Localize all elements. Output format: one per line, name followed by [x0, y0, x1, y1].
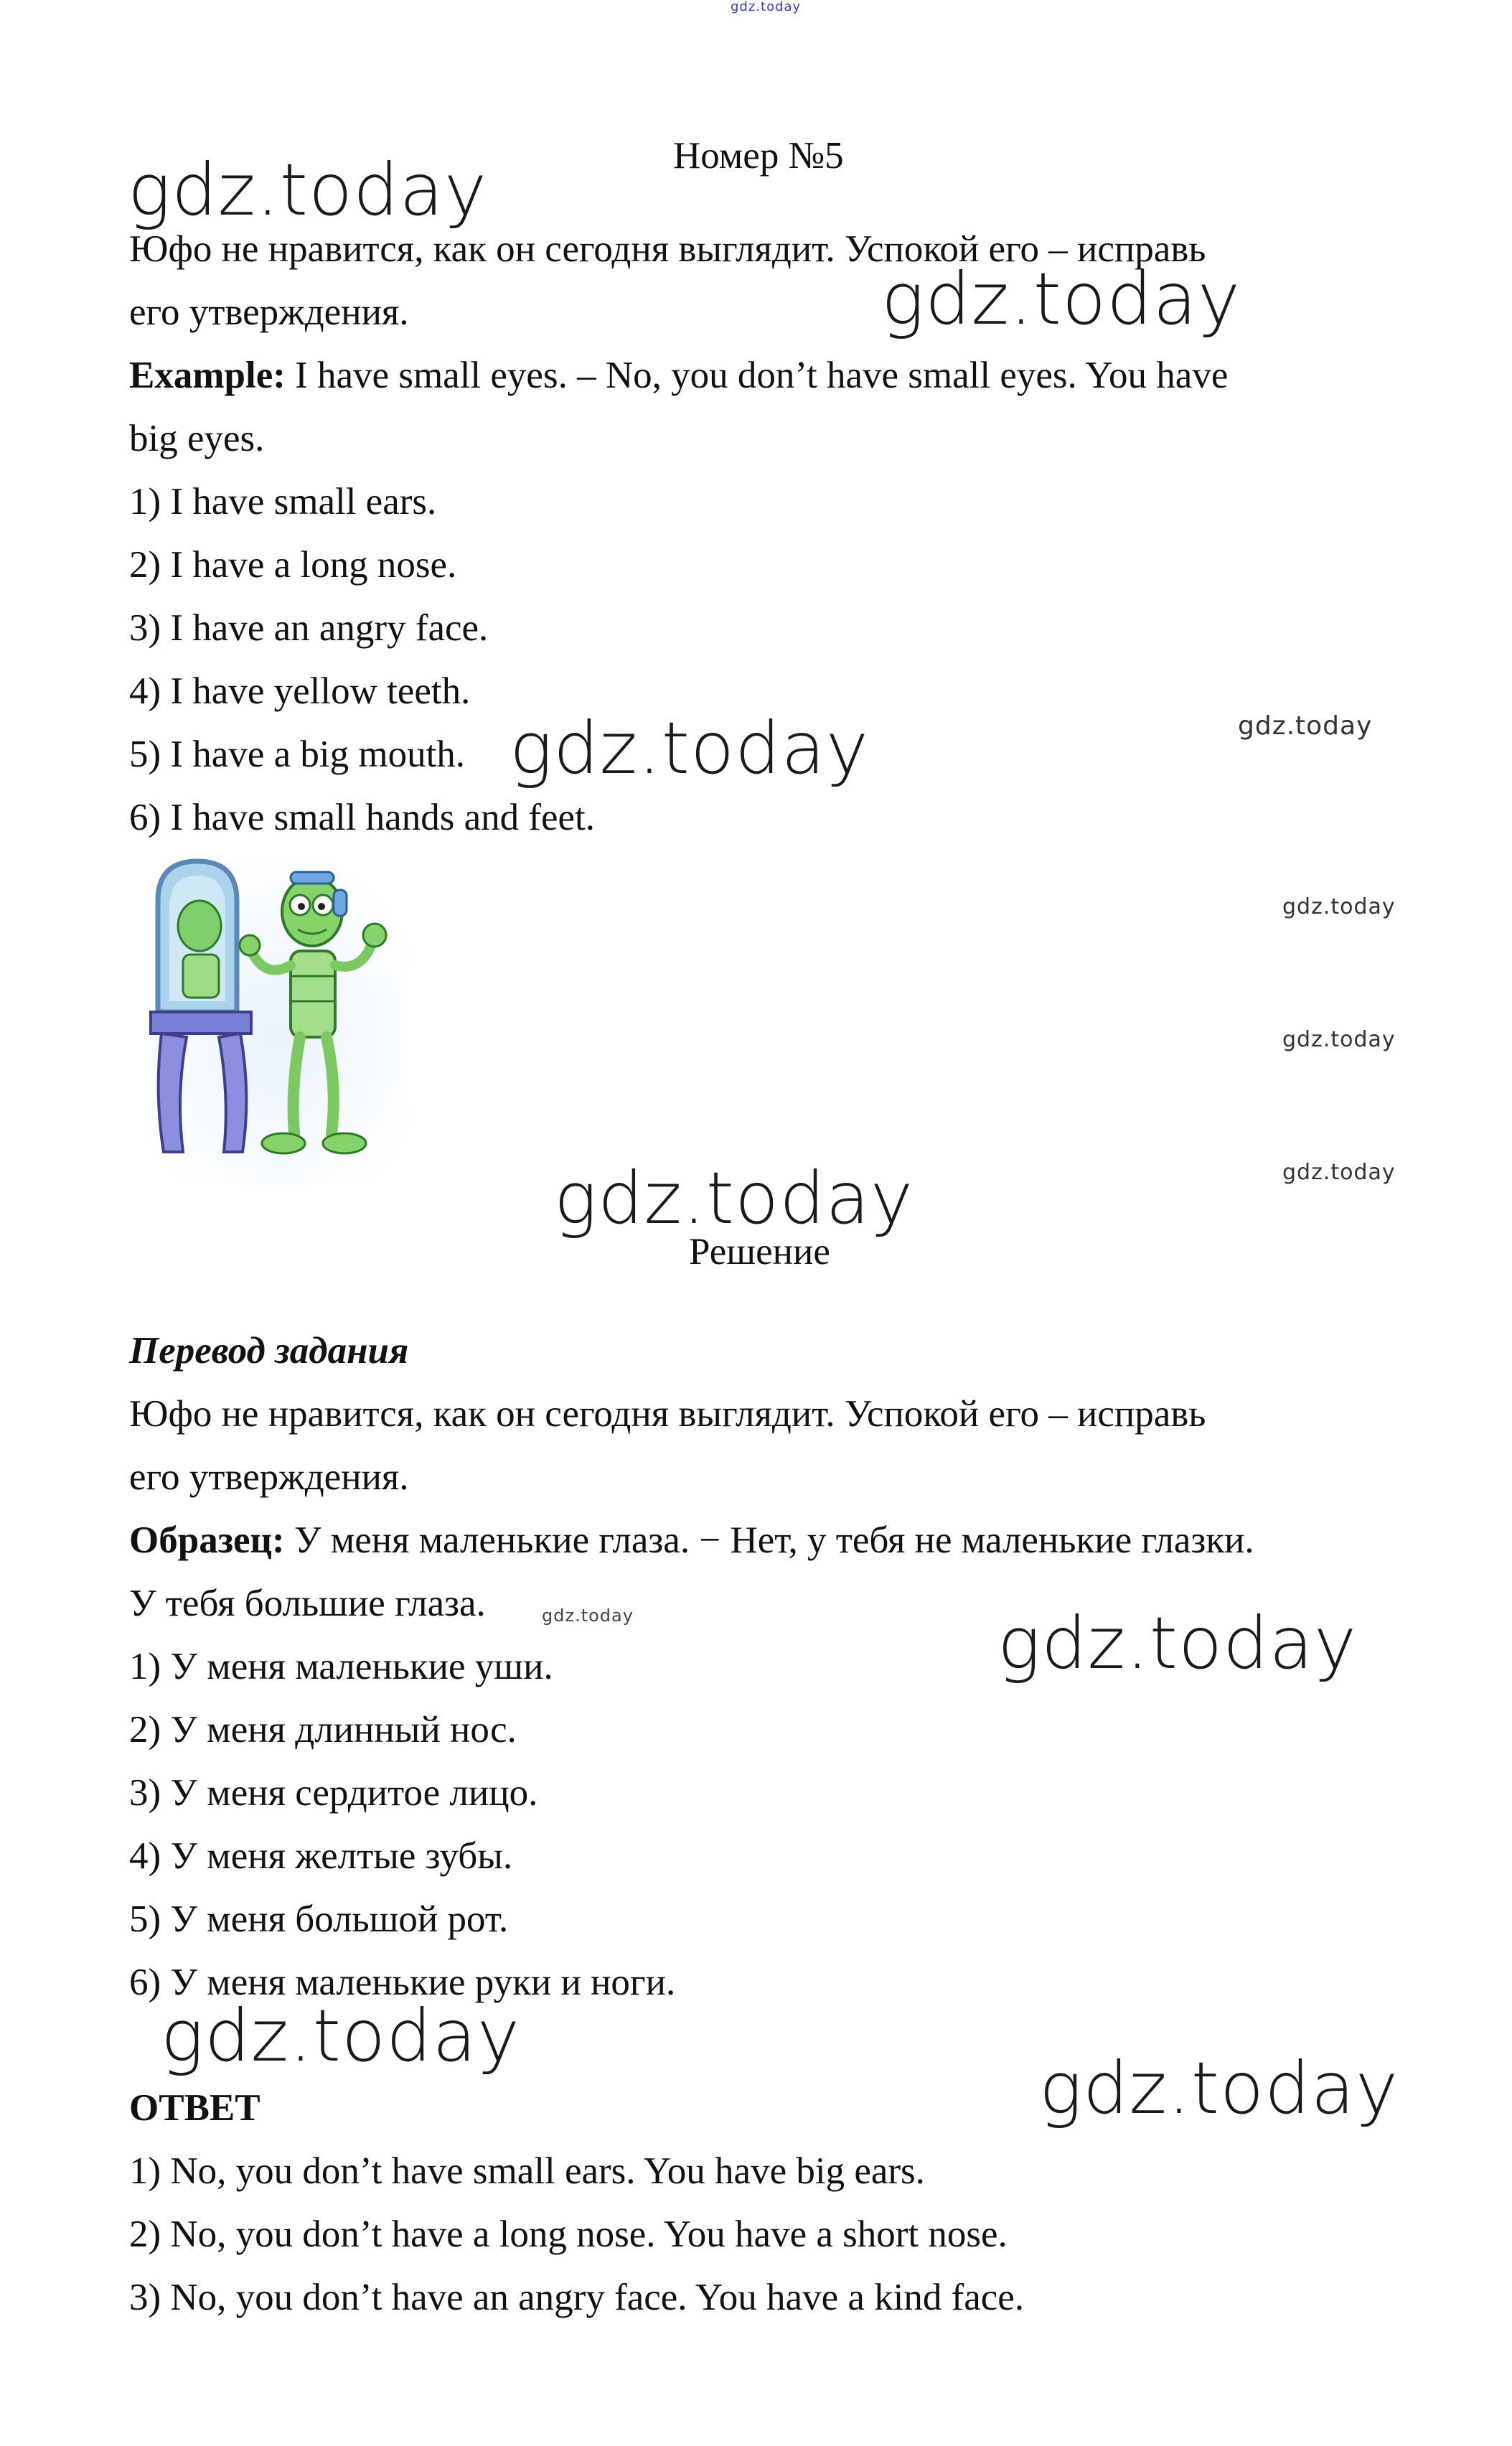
translation-item: 5) У меня большой рот.: [129, 1898, 509, 1940]
alien-mirror-illustration: [144, 858, 409, 1184]
translation-item: 2) У меня длинный нос.: [129, 1709, 517, 1751]
translation-item: 6) У меня маленькие руки и ноги.: [129, 1962, 676, 2003]
answer-item: 3) No, you don’t have an angry face. You have a kind face.: [129, 2277, 1025, 2318]
translation-line-1: Юфо не нравится, как он сегодня выглядит. Успокой его – исправь: [129, 1393, 1206, 1435]
answer-item: 1) No, you don’t have small ears. You have big ears.: [129, 2150, 925, 2192]
example-line: [129, 352, 1228, 398]
page-title: Номер №5: [673, 135, 844, 177]
task-item: 1) I have small ears.: [129, 481, 437, 523]
task-line-2: его утверждения.: [129, 291, 409, 333]
sample-label: Образец:: [129, 1519, 285, 1561]
translation-line-2: его утверждения.: [129, 1456, 409, 1498]
translation-item: 4) У меня желтые зубы.: [129, 1835, 513, 1877]
task-item: 6) I have small hands and feet.: [129, 797, 596, 838]
translation-heading: Перевод задания: [129, 1330, 409, 1372]
example-label: Example:: [129, 355, 286, 396]
watermark-small: gdz.today: [1282, 1027, 1396, 1052]
task-line-1: Юфо не нравится, как он сегодня выглядит. Успокой его – исправь: [129, 228, 1206, 270]
task-item: 5) I have a big mouth.: [129, 734, 466, 775]
answer-item: 2) No, you don’t have a long nose. You have a short nose.: [129, 2213, 1008, 2255]
example-continuation: big eyes.: [129, 418, 265, 459]
example-text: I have small eyes. – No, you don’t have small eyes. You have: [285, 355, 1229, 396]
translation-item: 1) У меня маленькие уши.: [129, 1646, 553, 1687]
watermark-large: gdz.today: [554, 1156, 914, 1240]
watermark-large: gdz.today: [161, 1994, 521, 2078]
solution-heading: Решение: [689, 1231, 830, 1273]
task-item: 3) I have an angry face.: [129, 607, 489, 649]
watermark-tiny: gdz.today: [542, 1606, 634, 1626]
watermark-small: gdz.today: [1238, 711, 1373, 741]
watermark-large: gdz.today: [128, 148, 488, 232]
sample-text: У меня маленькие глаза. − Нет, у тебя не маленькие глазки.: [284, 1519, 1254, 1561]
answer-heading: ОТВЕТ: [129, 2087, 260, 2129]
watermark-small: gdz.today: [1282, 1160, 1396, 1185]
watermark-large: gdz.today: [510, 706, 870, 790]
watermark-large: gdz.today: [881, 257, 1241, 341]
translation-item: 3) У меня сердитое лицо.: [129, 1772, 538, 1814]
task-item: 4) I have yellow teeth.: [129, 670, 471, 712]
sample-line: [129, 1517, 1254, 1563]
watermark-large: gdz.today: [997, 1601, 1358, 1685]
sample-continuation: У тебя большие глаза.: [129, 1583, 486, 1624]
top-watermark: gdz.today: [731, 0, 802, 14]
watermark-small: gdz.today: [1282, 894, 1396, 919]
task-item: 2) I have a long nose.: [129, 544, 457, 586]
watermark-large: gdz.today: [1039, 2046, 1399, 2130]
